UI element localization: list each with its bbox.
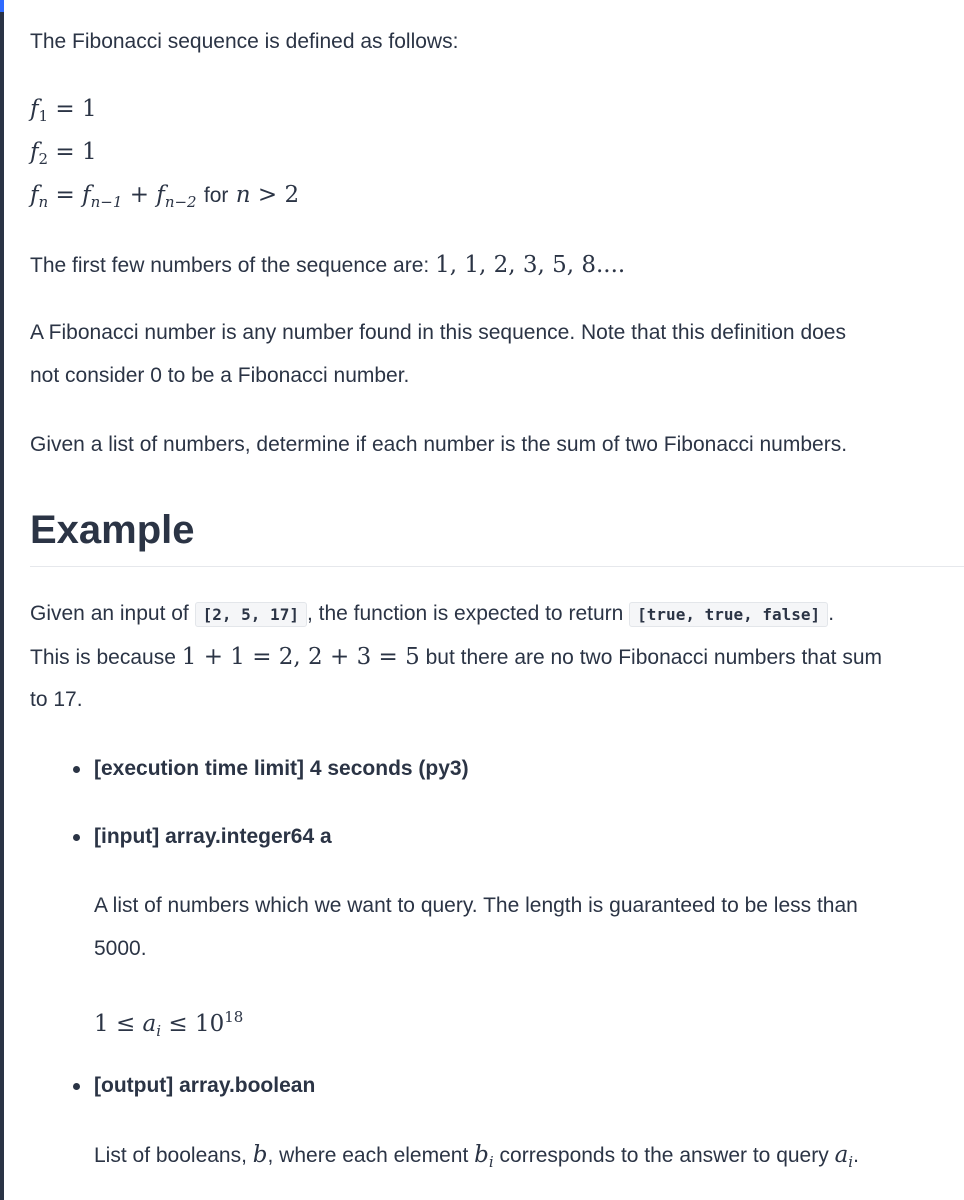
constraint-lhs: 1 ≤ [94,1011,136,1037]
value-1: 1 [81,139,97,165]
definition-f2 [30,137,97,174]
n-symbol: n [235,182,251,208]
f-symbol: f [156,182,165,208]
but-text: but there are no two Fibonacci numbers that sum [425,646,882,669]
f-symbol: f [82,182,91,208]
output-b: b [252,1142,268,1168]
sub-n-minus-1: n−1 [90,193,123,211]
left-border-accent [0,0,4,12]
output-a-sub: i [848,1153,854,1171]
heading-divider [30,566,964,567]
first-few-text: The first few numbers of the sequence are: [30,254,430,277]
bullet-marker [73,766,80,773]
input-desc-line-2: 5000. [94,937,147,960]
value-2: 2 [284,182,300,208]
input-code: [2, 5, 17] [195,602,307,627]
time-limit-text: [execution time limit] 4 seconds (py3) [94,757,469,780]
f-symbol: f [30,139,39,165]
f-symbol: f [30,182,39,208]
output-title: [output] array.boolean [94,1074,316,1097]
input-constraint [94,1002,243,1046]
greater-than: > [257,182,278,208]
bullet-marker [73,1083,80,1090]
left-border [0,0,4,1200]
output-bi-sub: i [488,1153,494,1171]
task-text: Given a list of numbers, determine if each number is the sum of two Fibonacci numbers. [30,433,848,456]
fib-number-line-1: A Fibonacci number is any number found in this sequence. Note that this definition does [30,321,846,344]
output-bi: b [474,1142,489,1168]
fib-number-line-2: not consider 0 to be a Fibonacci number. [30,364,410,387]
output-code: [true, true, false] [629,602,828,627]
for-word: for [203,184,229,207]
example-heading: Example [30,508,195,552]
output-desc [94,1140,859,1177]
example-line-3: to 17. [30,688,83,711]
output-desc-p4: . [853,1144,859,1167]
value-1: 1 [81,96,97,122]
sub-1: 1 [38,107,49,125]
output-a: a [834,1142,849,1168]
constraint-exp: 18 [224,1008,244,1026]
example-expected-text: , the function is expected to return [306,602,624,625]
equals: = [55,96,75,122]
because-text: This is because [30,646,176,669]
constraint-a: a [142,1011,157,1037]
example-line-1 [30,599,834,630]
bullet-marker [73,834,80,841]
output-desc-p1: List of booleans, [94,1144,247,1167]
sub-n: n [38,193,49,211]
sum-math: 1 + 1 = 2, 2 + 3 = 5 [181,644,420,670]
sub-2: 2 [38,150,49,168]
sub-n-minus-2: n−2 [164,193,197,211]
example-line-2 [30,642,882,673]
intro-text: The Fibonacci sequence is defined as follows: [30,30,459,53]
first-few-line [30,250,625,281]
output-desc-p3: corresponds to the answer to query [499,1144,829,1167]
input-title: [input] array.integer64 a [94,825,332,848]
equals: = [55,139,75,165]
example-period: . [828,602,835,625]
definition-fn [30,180,299,217]
output-desc-p2: , where each element [267,1144,469,1167]
equals: = [55,182,75,208]
first-few-math: 1, 1, 2, 3, 5, 8.... [435,252,626,278]
constraint-i: i [156,1022,162,1040]
input-desc-line-1: A list of numbers which we want to query. The length is guaranteed to be less than [94,894,858,917]
constraint-rhs: ≤ 10 [168,1011,225,1037]
example-given-text: Given an input of [30,602,189,625]
definition-f1 [30,94,97,131]
plus: + [129,182,149,208]
f-symbol: f [30,96,39,122]
